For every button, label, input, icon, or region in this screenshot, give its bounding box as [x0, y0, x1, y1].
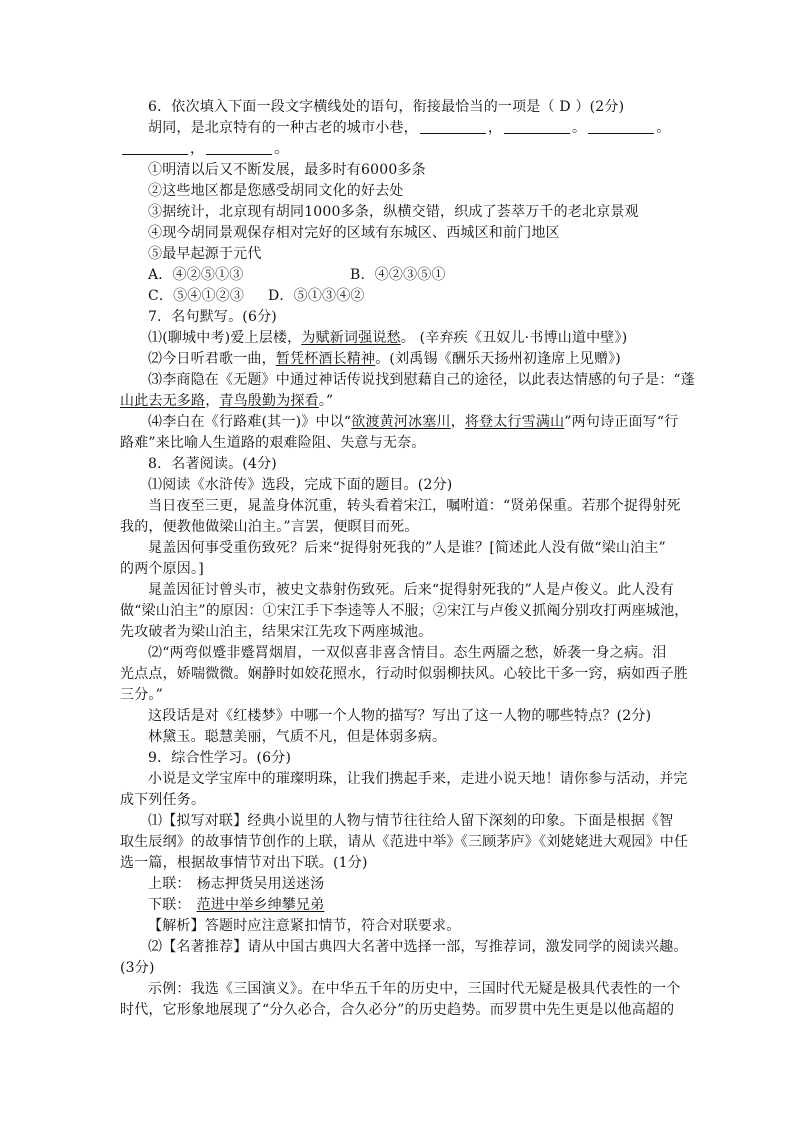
answer-blank	[122, 140, 188, 155]
q6-option-d: D．⑤①③④②	[268, 288, 365, 304]
answer-blank	[504, 119, 570, 134]
answer-text: 青鸟殷勤为探看	[219, 393, 319, 409]
q8-part2-line3: 三分。”	[120, 687, 163, 703]
q7-item-4: ⑷李白在《行路难(其一)》中以“欲渡黄河冰塞川，将登太行雪满山”两句诗正面写“行	[148, 414, 679, 430]
q7-item-1: ⑴(聊城中考)爱上层楼，为赋新词强说愁。 (辛弃疾《丑奴儿·书博山道中壁》)	[148, 330, 628, 346]
q6-passage-line2: ， 。	[120, 139, 288, 159]
q6-option-a: A．④②⑤①③	[148, 267, 244, 283]
q9-sub1-line2: 取生辰纲》的故事情节创作的上联，请从《范进中举》《三顾茅庐》《刘姥姥进大观园》中任	[120, 834, 689, 850]
answer-blank	[588, 119, 654, 134]
q8-excerpt-line2: 我的，便教他做梁山泊主。”言罢，便瞑目而死。	[120, 519, 419, 535]
answer-text: 将登太行雪满山	[464, 414, 565, 430]
answer-text: 为赋新词强说愁	[301, 330, 401, 346]
q8-question-line2: 的两个原因。]	[120, 561, 204, 577]
q8-answer-line3: 先攻破者为梁山泊主，结果宋江先攻下两座城池。	[120, 624, 433, 640]
q9-stem: 9．综合性学习。(6分)	[148, 750, 292, 766]
q9-example-line1: 示例：我选《三国演义》。在中华五千年的历史中，三国时代无疑是极具代表性的一个	[148, 981, 681, 997]
answer-text: 暂凭杯酒长精神	[275, 351, 376, 367]
q9-analysis: 【解析】答题时应注意紧扣情节，符合对联要求。	[148, 918, 461, 934]
q9-sub1-line1: ⑴【拟写对联】经典小说里的人物与情节往往给人留下深刻的印象。下面是根据《智	[148, 813, 674, 829]
answer-blank	[206, 140, 272, 155]
q8-part2-line1: ⑵“两弯似蹙非蹙罥烟眉，一双似喜非喜含情目。态生两靥之愁，娇袭一身之病。泪	[148, 645, 667, 661]
q8-part2-answer: 林黛玉。聪慧美丽，气质不凡，但是体弱多病。	[148, 729, 447, 745]
q8-excerpt-line1: 当日夜至三更，晁盖身体沉重，转头看着宋江，嘱咐道：“贤弟保重。若那个捉得射死	[148, 498, 681, 514]
q8-part2-question: 这段话是对《红楼梦》中哪一个人物的描写？写出了这一人物的哪些特点？(2分)	[148, 708, 652, 724]
answer-blank	[420, 119, 486, 134]
q8-question-line1: 晁盖因何事受重伤致死？后来“捉得射死我的”人是谁？[简述此人没有做“梁山泊主”	[148, 540, 666, 556]
q6-option-b: B．④②③⑤①	[350, 267, 446, 283]
q6-item-1: ①明清以后又不断发展，最多时有6000多条	[148, 162, 426, 178]
q7-item-2: ⑵今日听君歌一曲，暂凭杯酒长精神。(刘禹锡《酬乐天扬州初逢席上见赠》)	[148, 351, 621, 367]
q7-item-3-cont: 山此去无多路，青鸟殷勤为探看。”	[120, 393, 334, 409]
q6-stem: 6．依次填入下面一段文字横线处的语句，衔接最恰当的一项是（ D ）(2分)	[148, 99, 625, 115]
q7-item-4-cont: 路难”来比喻人生道路的艰难险阻、失意与无奈。	[120, 435, 426, 451]
answer-text: 欲渡黄河冰塞川	[351, 414, 451, 430]
couplet-lower: 下联： 范进中举乡绅攀兄弟	[148, 897, 325, 913]
q7-item-3: ⑶李商隐在《无题》中通过神话传说找到慰藉自己的途径，以此表达情感的句子是：“蓬	[148, 372, 695, 388]
q6-item-4: ④现今胡同景观保存相对完好的区域有东城区、西城区和前门地区	[148, 225, 560, 241]
q8-answer-line2: 做“梁山泊主”的原因：①宋江手下李逵等人不服；②宋江与卢俊义抓阄分别攻打两座城池，	[120, 603, 689, 619]
answer-text: 范进中举乡绅攀兄弟	[196, 897, 325, 913]
q9-example-line2: 时代，它形象地展现了“分久必合，合久必分”的历史趋势。而罗贯中先生更是以他高超的	[120, 1002, 675, 1018]
q9-intro-line1: 小说是文学宝库中的璀璨明珠，让我们携起手来，走进小说天地！请你参与活动，并完	[148, 771, 688, 787]
q6-item-3: ③据统计，北京现有胡同1000多条，纵横交错，织成了荟萃万千的老北京景观	[148, 204, 639, 220]
q9-intro-line2: 成下列任务。	[120, 792, 206, 808]
q9-sub2-line1: ⑵【名著推荐】请从中国古典四大名著中选择一部，写推荐词，激发同学的阅读兴趣。	[148, 939, 688, 955]
answer-text: 山此去无多路	[120, 393, 206, 409]
q8-part1-title: ⑴阅读《水浒传》选段，完成下面的题目。(2分)	[148, 477, 453, 493]
q8-part2-line2: 光点点，娇喘微微。娴静时如姣花照水，行动时似弱柳扶风。心较比干多一窍，病如西子胜	[120, 666, 688, 682]
q6-passage-line1: 胡同，是北京特有的一种古老的城市小巷， ， 。 。	[148, 120, 671, 136]
q8-stem: 8．名著阅读。(4分)	[148, 456, 277, 472]
couplet-upper: 上联： 杨志押货吴用送迷汤	[148, 876, 325, 892]
q8-answer-line1: 晁盖因征讨曾头市，被史文恭射伤致死。后来“捉得射死我的”人是卢俊义。此人没有	[148, 582, 674, 598]
q9-sub2-line2: (3分)	[120, 960, 155, 976]
q6-item-5: ⑤最早起源于元代	[148, 246, 262, 262]
q6-item-2: ②这些地区都是您感受胡同文化的好去处	[148, 183, 404, 199]
q7-stem: 7．名句默写。(6分)	[148, 309, 277, 325]
q9-sub1-line3: 选一篇，根据故事情节对出下联。(1分)	[120, 855, 368, 871]
q6-option-c: C．⑤④①②③	[148, 288, 245, 304]
